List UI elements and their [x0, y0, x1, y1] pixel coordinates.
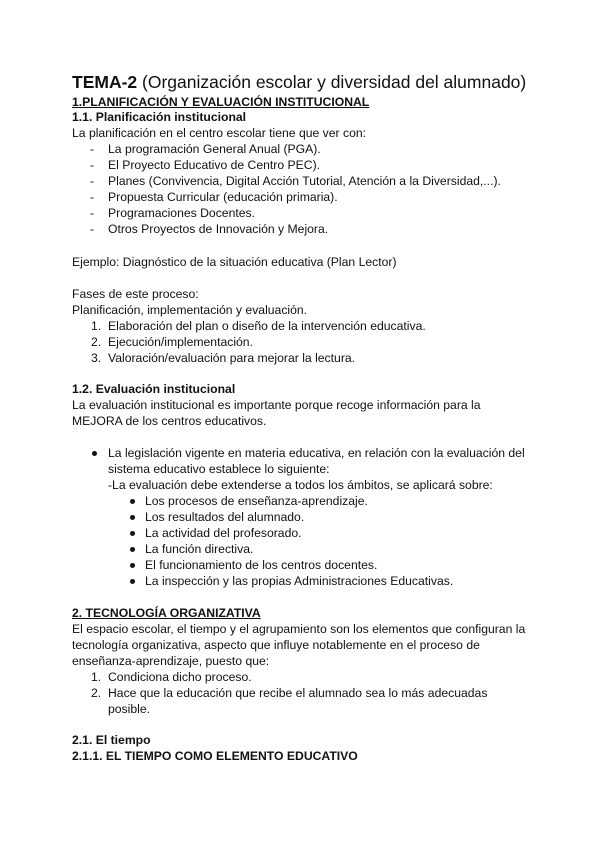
subsection-1-2-heading: 1.2. Evaluación institucional [72, 382, 236, 396]
list-item: 1. Condiciona dicho proceso. [91, 670, 252, 684]
page-title [72, 72, 526, 92]
list-item: El funcionamiento de los centros docentes. [145, 558, 378, 572]
list-item: 3. Valoración/evaluación para mejorar la lectura. [91, 351, 356, 365]
legislation-line: sistema educativo establece lo siguiente: [108, 462, 330, 476]
list-item: 2. Hace que la educación que recibe el alumnado sea lo más adecuadas [91, 686, 488, 700]
list-item: - El Proyecto Educativo de Centro PEC). [90, 158, 321, 172]
example-line: Ejemplo: Diagnóstico de la situación educativa (Plan Lector) [72, 255, 397, 269]
bullet-icon [130, 499, 135, 504]
subsection-2-1-1-heading: 2.1.1. EL TIEMPO COMO ELEMENTO EDUCATIVO [72, 749, 358, 763]
list-item: 2. Ejecución/implementación. [91, 335, 253, 349]
list-item: La función directiva. [145, 542, 254, 556]
phases-summary: Planificación, implementación y evaluación. [72, 303, 308, 317]
title-main: TEMA-2 [72, 72, 138, 92]
tech-paragraph-line: tecnología organizativa, aspecto que influye notablemente en el proceso de [72, 638, 480, 652]
list-item: - Planes (Convivencia, Digital Acción Tutorial, Atención a la Diversidad,...). [90, 174, 501, 188]
list-item: - La programación General Anual (PGA). [90, 142, 321, 156]
bullet-icon [130, 579, 135, 584]
bullet-icon [130, 563, 135, 568]
tech-paragraph-line: El espacio escolar, el tiempo y el agrupamiento son los elementos que configuran la [72, 622, 526, 636]
bullet-icon [130, 531, 135, 536]
list-item: La inspección y las propias Administraciones Educativas. [145, 574, 454, 588]
title-subtitle: (Organización escolar y diversidad del alumnado) [142, 72, 527, 92]
subsection-1-1-heading: 1.1. Planificación institucional [72, 110, 247, 124]
legislation-line: -La evaluación debe extenderse a todos los ámbitos, se aplicará sobre: [108, 478, 493, 492]
list-item: - Otros Proyectos de Innovación y Mejora. [90, 222, 329, 236]
section-2-heading: 2. TECNOLOGÍA ORGANIZATIVA [72, 606, 261, 620]
evaluation-paragraph-line: MEJORA de los centros educativos. [72, 414, 267, 428]
list-item: 1. Elaboración del plan o diseño de la intervención educativa. [91, 319, 426, 333]
subsection-2-1-heading: 2.1. El tiempo [72, 733, 151, 747]
planning-intro: La planificación en el centro escolar tiene que ver con: [72, 126, 367, 140]
list-item: Los procesos de enseñanza-aprendizaje. [145, 494, 368, 508]
list-item: - Programaciones Docentes. [90, 206, 255, 220]
bullet-icon [130, 515, 135, 520]
list-item-continuation: posible. [108, 702, 151, 716]
evaluation-paragraph-line: La evaluación institucional es importante porque recoge información para la [72, 398, 481, 412]
section-1-heading: 1.PLANIFICACIÓN Y EVALUACIÓN INSTITUCIONAL [72, 95, 370, 109]
list-item: Los resultados del alumnado. [145, 510, 305, 524]
list-item: La actividad del profesorado. [145, 526, 302, 540]
phases-label: Fases de este proceso: [72, 287, 199, 301]
bullet-icon [92, 451, 97, 456]
list-item: - Propuesta Curricular (educación primaria). [90, 190, 338, 204]
tech-paragraph-line: enseñanza-aprendizaje, puesto que: [72, 654, 270, 668]
bullet-icon [130, 547, 135, 552]
legislation-line: La legislación vigente en materia educativa, en relación con la evaluación del [108, 446, 525, 460]
